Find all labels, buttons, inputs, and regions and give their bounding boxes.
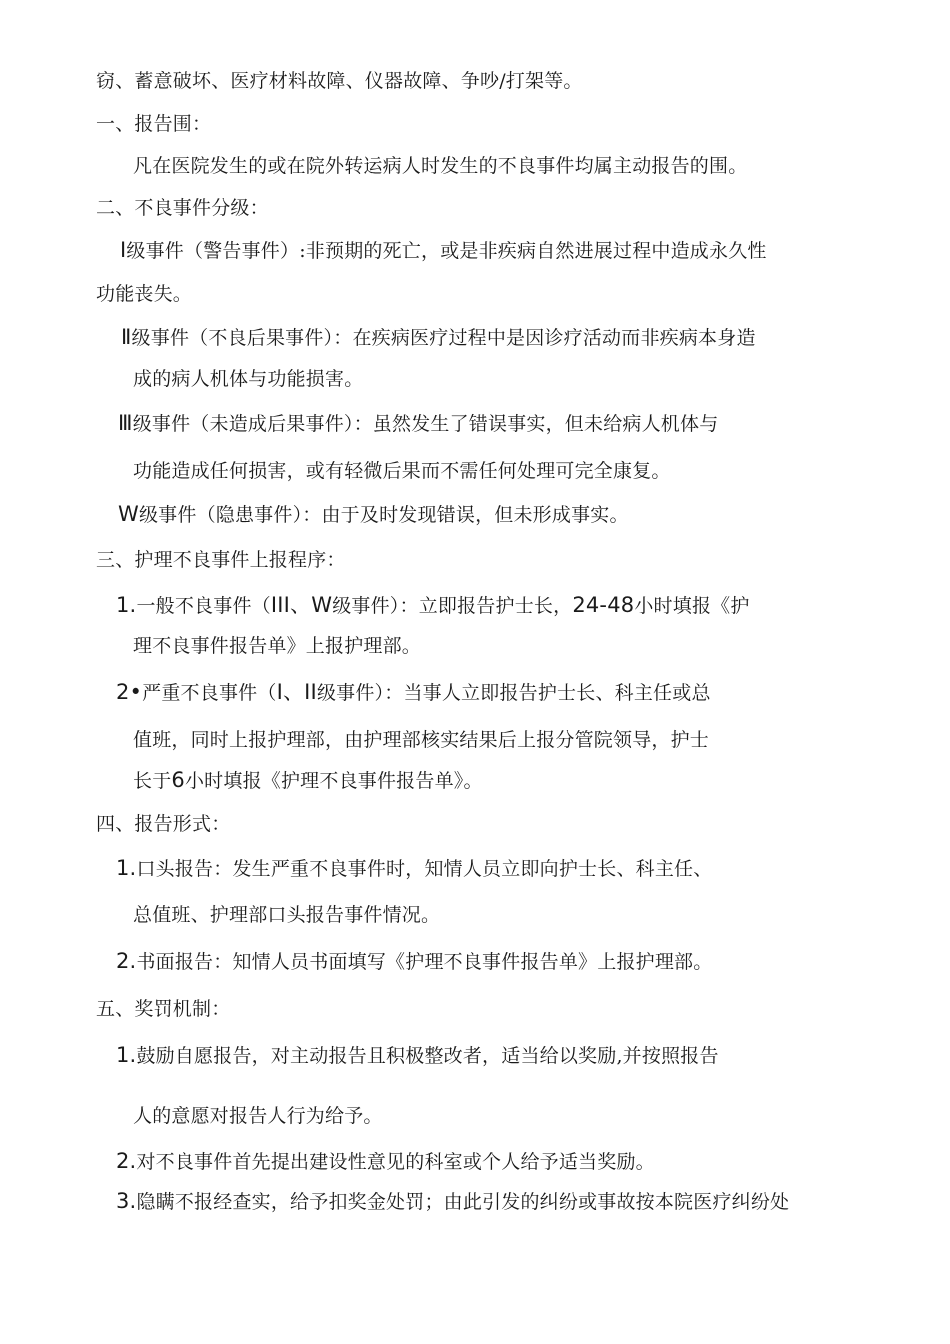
grade-mark: W xyxy=(118,502,139,526)
section-heading-report-scope: 一、报告围： xyxy=(96,113,212,135)
list-number: 3. xyxy=(116,1189,137,1213)
list-number: 1. xyxy=(116,856,137,880)
text-run: 小时填报《护 xyxy=(634,595,750,617)
grade-text: 级事件（警告事件）:非预期的死亡，或是非疾病自然进展过程中造成永久性 xyxy=(126,240,767,262)
grade-range: III、W xyxy=(270,593,333,617)
list-number: 2. xyxy=(116,949,137,973)
grade-mark: Ⅱ xyxy=(121,325,132,349)
text-run: 鼓励自愿报告，对主动报告且积极整改者，适当给以奖励,并按照报告 xyxy=(136,1045,719,1067)
grade-text: 级事件（未造成后果事件）：虽然发生了错误事实，但未给病人机体与 xyxy=(132,413,719,435)
text-line: 人的意愿对报告人行为给予。 xyxy=(133,1105,383,1127)
text-run: 一般不良事件（ xyxy=(136,595,271,617)
grade-text: 级事件（隐患事件）：由于及时发现错误，但未形成事实。 xyxy=(138,504,629,526)
grade-mark: Ⅰ xyxy=(120,238,127,262)
form-item-2 xyxy=(116,949,712,974)
section-heading-event-grading: 二、不良事件分级： xyxy=(96,197,269,219)
grade-2-line xyxy=(121,325,756,350)
grade-mark: Ⅲ xyxy=(118,411,133,435)
text-run: 对不良事件首先提出建设性意见的科室或个人给予适当奖励。 xyxy=(136,1151,655,1173)
text-run: 长于 xyxy=(133,770,172,792)
text-run: 小时填报《护理不良事件报告单》。 xyxy=(184,770,483,792)
list-number: 1. xyxy=(116,593,137,617)
grade-1-line xyxy=(120,238,767,263)
hour-range: 24-48 xyxy=(572,593,635,617)
grade-3-line xyxy=(118,411,718,436)
text-run: 级事件）：立即报告护士长， xyxy=(332,595,573,617)
text-run: 隐瞒不报经查实，给予扣奖金处罚；由此引发的纠纷或事故按本院医疗纠纷处 xyxy=(136,1191,790,1213)
rule-item-2 xyxy=(116,1149,655,1174)
procedure-item-2 xyxy=(116,680,711,705)
list-number: 1. xyxy=(116,1043,137,1067)
text-line xyxy=(133,768,483,793)
text-line: 理不良事件报告单》上报护理部。 xyxy=(133,635,422,657)
text-line: 总值班、护理部口头报告事件情况。 xyxy=(133,904,441,926)
section-heading-rewards-penalties: 五、奖罚机制： xyxy=(96,998,231,1020)
grade-text: 级事件（不良后果事件）：在疾病医疗过程中是因诊疗活动而非疾病本身造 xyxy=(131,327,756,349)
text-line: 功能丧失。 xyxy=(96,283,193,305)
text-line: 窃、蓄意破坏、医疗材料故障、仪器故障、争吵/打架等。 xyxy=(96,70,583,92)
text-line: 功能造成任何损害，或有轻微后果而不需任何处理可完全康复。 xyxy=(133,460,671,482)
section-heading-reporting-procedure: 三、护理不良事件上报程序： xyxy=(96,549,346,571)
text-line: 值班，同时上报护理部，由护理部核实结果后上报分管院领导，护士 xyxy=(133,729,710,751)
text-run: 书面报告：知情人员书面填写《护理不良事件报告单》上报护理部。 xyxy=(136,951,713,973)
grade-4-line xyxy=(118,502,629,527)
text-line: 凡在医院发生的或在院外转运病人时发生的不良事件均属主动报告的围。 xyxy=(133,155,748,177)
form-item-1 xyxy=(116,856,712,881)
rule-item-1 xyxy=(116,1043,719,1068)
rule-item-3 xyxy=(116,1189,789,1214)
text-line: 成的病人机体与功能损害。 xyxy=(133,368,364,390)
section-heading-report-forms: 四、报告形式： xyxy=(96,813,231,835)
list-number: 2• xyxy=(116,680,143,704)
procedure-item-1 xyxy=(116,593,750,618)
grade-range: I、II xyxy=(276,680,317,704)
text-run: 级事件）：当事人立即报告护士长、科主任或总 xyxy=(316,682,711,704)
text-run: 口头报告：发生严重不良事件时，知情人员立即向护士长、科主任、 xyxy=(136,858,713,880)
hour-value: 6 xyxy=(171,768,185,792)
text-run: 严重不良事件（ xyxy=(142,682,277,704)
list-number: 2. xyxy=(116,1149,137,1173)
